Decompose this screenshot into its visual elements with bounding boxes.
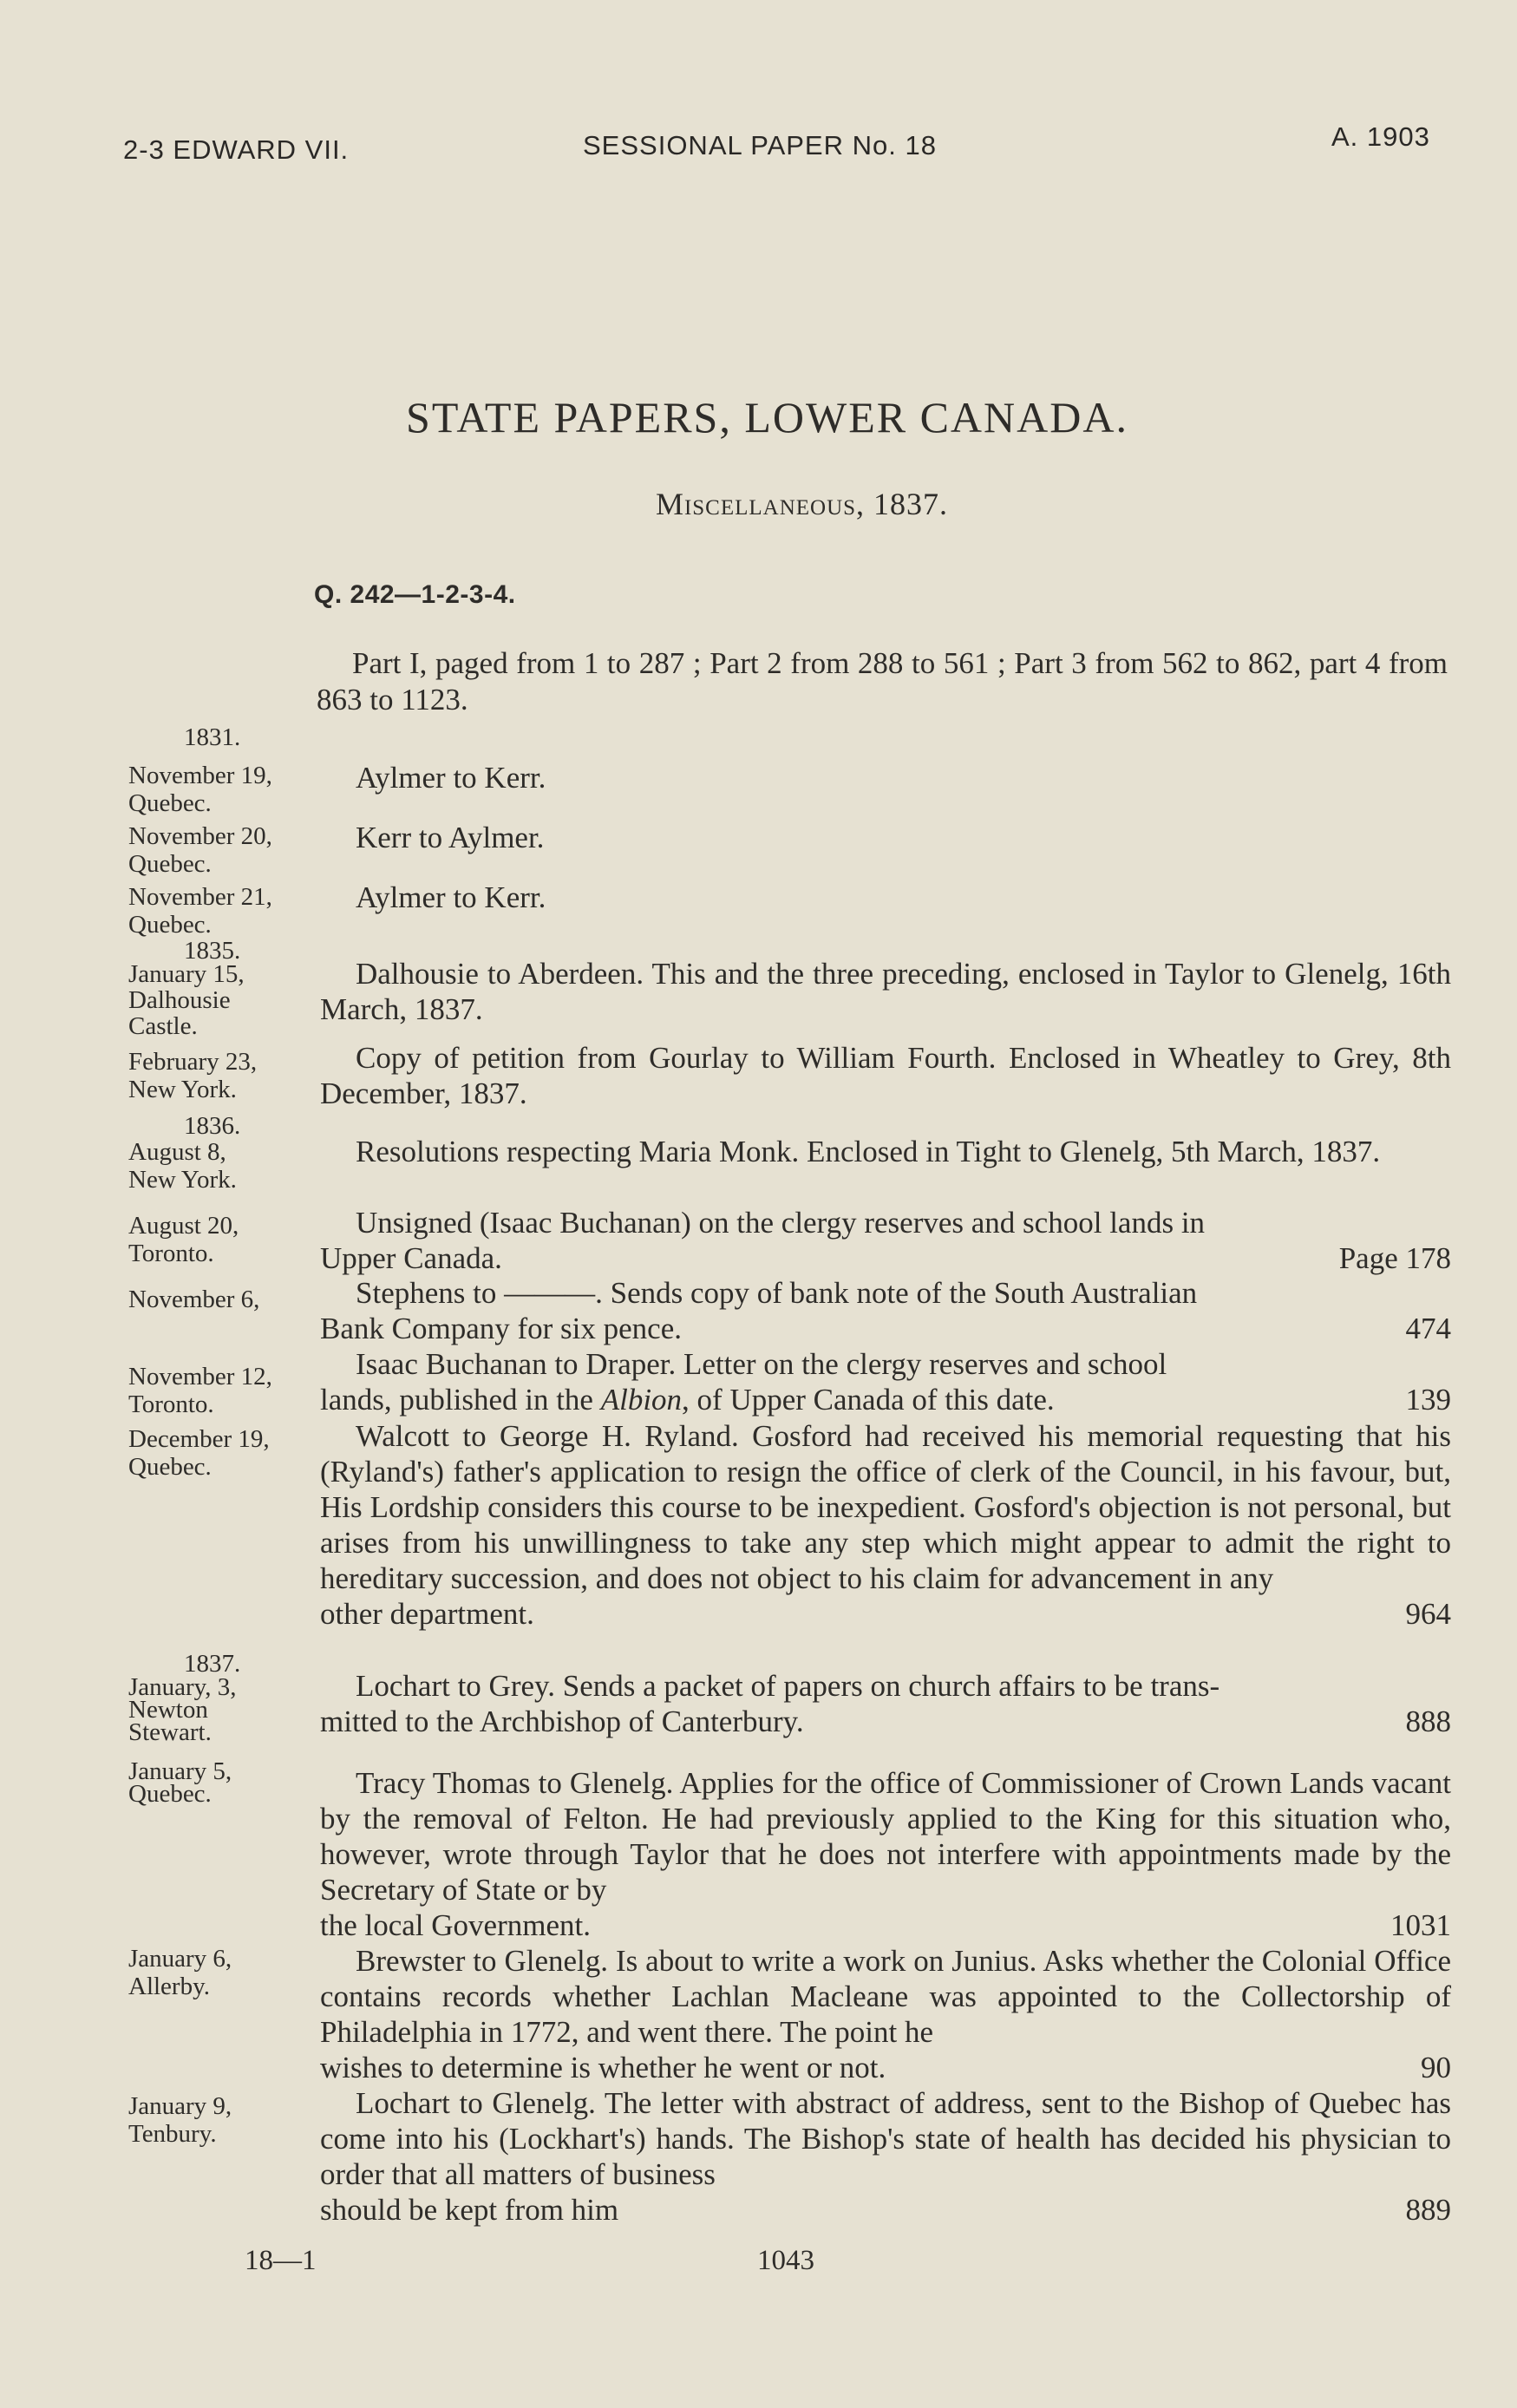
entry-last-line xyxy=(320,1382,1451,1417)
place-text: Tenbury. xyxy=(128,2120,217,2148)
header-session: 2-3 EDWARD VII. xyxy=(123,134,350,165)
page-title: STATE PAPERS, LOWER CANADA. xyxy=(406,393,1128,442)
entry-text: Resolutions respecting Maria Monk. Enclosed in Tight to Glenelg, 5th March, 1837. xyxy=(356,1135,1381,1168)
entry-text xyxy=(320,1346,1451,1417)
date-text: January 9, xyxy=(128,2092,232,2120)
date-text: November 6, xyxy=(128,1286,260,1313)
entry-last-line xyxy=(320,2192,1451,2228)
entry-last-line xyxy=(320,1311,1451,1346)
place-text: Quebec. xyxy=(128,789,212,817)
place-text: Allerby. xyxy=(128,1973,210,2000)
entry-date xyxy=(128,1673,306,1746)
footer-signature: 18—1 xyxy=(245,2245,317,2276)
entry-text-lead: Unsigned (Isaac Buchanan) on the clergy reserves and school lands in xyxy=(356,1206,1206,1240)
date-text: December 19, xyxy=(128,1425,270,1453)
entry-text-lead: Stephens to ———. Sends copy of bank note of the South Australian xyxy=(356,1276,1198,1310)
entry-text-lead: Isaac Buchanan to Draper. Letter on the clergy reserves and school xyxy=(356,1347,1167,1381)
entry-last-line xyxy=(320,1704,1451,1739)
place-text: Dalhousie Castle. xyxy=(128,986,231,1040)
entry-last-line xyxy=(320,1907,1451,1943)
place-text: Quebec. xyxy=(128,1780,212,1808)
place-text: Newton Stewart. xyxy=(128,1696,212,1746)
place-text: Quebec. xyxy=(128,911,212,939)
entry-text-lead: Tracy Thomas to Glenelg. Applies for the office of Commissioner of Crown Lands vacant by the removal of Felton. He had previously applied to the King for this situation who, however, wrote through Taylor that he does not interfere with appointments made by the Secretary of State or by xyxy=(320,1766,1451,1907)
entry-text xyxy=(320,1275,1451,1346)
entry-text: Aylmer to Kerr. xyxy=(356,880,546,914)
place-text: New York. xyxy=(128,1166,237,1194)
entry-date xyxy=(128,1286,306,1313)
entry-text xyxy=(320,1943,1451,2085)
entry-text-end: the local Government. xyxy=(320,1908,591,1942)
entry-date xyxy=(128,822,306,878)
entry-date xyxy=(128,1363,306,1418)
text-part: , of Upper Canada of this date. xyxy=(682,1383,1055,1417)
year-label: 1831. xyxy=(184,723,241,751)
date-text: August 8, xyxy=(128,1138,226,1166)
entry-text: Aylmer to Kerr. xyxy=(356,761,546,795)
intro-paragraph: Part I, paged from 1 to 287 ; Part 2 from 288 to 561 ; Part 3 from 562 to 862, part 4 from 863 to 1123. xyxy=(317,646,1448,717)
entry-text-end: mitted to the Archbishop of Canterbury. xyxy=(320,1705,804,1738)
date-text: January 6, xyxy=(128,1945,232,1973)
entry-text-lead: Walcott to George H. Ryland. Gosford had received his memorial requesting that his (Ryland's) father's application to resign the office of clerk of the Council, in his favour, but, His Lordship considers this course to be inexpedient. Gosford's objection is not personal, but arises from his unwillingness to take any step which might appear to admit the right to hereditary succession, and does not object to his claim for advancement in any xyxy=(320,1419,1451,1595)
entry-date xyxy=(128,1138,306,1194)
reference-number: Q. 242—1-2-3-4. xyxy=(314,580,516,609)
entry-text-end: Bank Company for six pence. xyxy=(320,1312,682,1345)
entry-text xyxy=(320,1668,1451,1739)
date-text: January 15, xyxy=(128,960,245,988)
entry-text-end: wishes to determine is whether he went or not. xyxy=(320,2051,886,2084)
entry-text-end xyxy=(320,1382,1055,1417)
entry-text-lead: Brewster to Glenelg. Is about to write a work on Junius. Asks whether the Colonial Office contains records whether Lachlan Macleane was appointed to the Collectorship of Philadelphia in 1772, and went there. The point he xyxy=(320,1944,1451,2049)
year-label: 1837. xyxy=(184,1650,241,1678)
page-number: 90 xyxy=(1421,2051,1451,2084)
place-text: Toronto. xyxy=(128,1240,214,1267)
entry-text xyxy=(320,1205,1451,1276)
entry-date xyxy=(128,1048,306,1103)
entry-last-line xyxy=(320,1596,1451,1632)
entry-text-lead: Lochart to Glenelg. The letter with abstract of address, sent to the Bishop of Quebec has come into his (Lockhart's) hands. The Bishop's state of health has decided his physician to order that all matters of business xyxy=(320,2086,1451,2191)
page-number: 889 xyxy=(1405,2193,1451,2227)
entry-text-end: Upper Canada. xyxy=(320,1241,502,1275)
entry-text xyxy=(320,2085,1451,2228)
year-label: 1836. xyxy=(184,1112,241,1140)
entry-text-end: other department. xyxy=(320,1597,534,1631)
date-text: November 19, xyxy=(128,762,272,789)
entry-date xyxy=(128,2092,306,2148)
date-text: January 5, xyxy=(128,1757,232,1785)
entry-date xyxy=(128,1757,306,1808)
place-text: Quebec. xyxy=(128,1453,212,1481)
entry-date xyxy=(128,1945,306,2000)
page-number: 964 xyxy=(1405,1597,1451,1631)
entry-date xyxy=(128,762,306,817)
date-text: November 21, xyxy=(128,883,272,911)
page-number: 474 xyxy=(1405,1312,1451,1345)
year-label: 1835. xyxy=(184,937,241,965)
date-text: November 20, xyxy=(128,822,272,850)
entry-date xyxy=(128,1212,306,1267)
entry-text: Copy of petition from Gourlay to William Fourth. Enclosed in Wheatley to Grey, 8th December, 1837. xyxy=(320,1041,1451,1110)
entry-text-lead: Lochart to Grey. Sends a packet of papers on church affairs to be trans- xyxy=(356,1669,1220,1703)
entry-last-line xyxy=(320,1240,1451,1276)
footer-page-number: 1043 xyxy=(757,2245,814,2276)
header-paper-number: SESSIONAL PAPER No. 18 xyxy=(583,130,937,160)
page-number: Page 178 xyxy=(1338,1241,1451,1275)
page-subtitle: Miscellaneous, 1837. xyxy=(655,487,949,521)
page-number: 888 xyxy=(1405,1705,1451,1738)
entry-last-line xyxy=(320,2050,1451,2085)
date-text: November 12, xyxy=(128,1363,272,1390)
publication-name: Albion xyxy=(600,1383,683,1417)
page-number: 139 xyxy=(1405,1383,1451,1417)
date-text: February 23, xyxy=(128,1048,258,1076)
entry-text xyxy=(320,1418,1451,1632)
date-text: January, 3, xyxy=(128,1673,237,1701)
entry-text: Kerr to Aylmer. xyxy=(356,821,545,854)
place-text: New York. xyxy=(128,1076,237,1103)
entry-text-end: should be kept from him xyxy=(320,2193,619,2227)
header-year: A. 1903 xyxy=(1331,121,1430,152)
text-part: lands, published in the xyxy=(320,1383,601,1417)
page-number: 1031 xyxy=(1390,1908,1451,1942)
date-text: August 20, xyxy=(128,1212,239,1240)
entry-text: Dalhousie to Aberdeen. This and the three preceding, enclosed in Taylor to Glenelg, 16th March, 1837. xyxy=(320,957,1451,1026)
entry-date xyxy=(128,883,306,939)
entry-date xyxy=(128,961,306,1039)
entry-date xyxy=(128,1425,306,1481)
place-text: Quebec. xyxy=(128,850,212,878)
entry-text xyxy=(320,1765,1451,1943)
place-text: Toronto. xyxy=(128,1390,214,1418)
